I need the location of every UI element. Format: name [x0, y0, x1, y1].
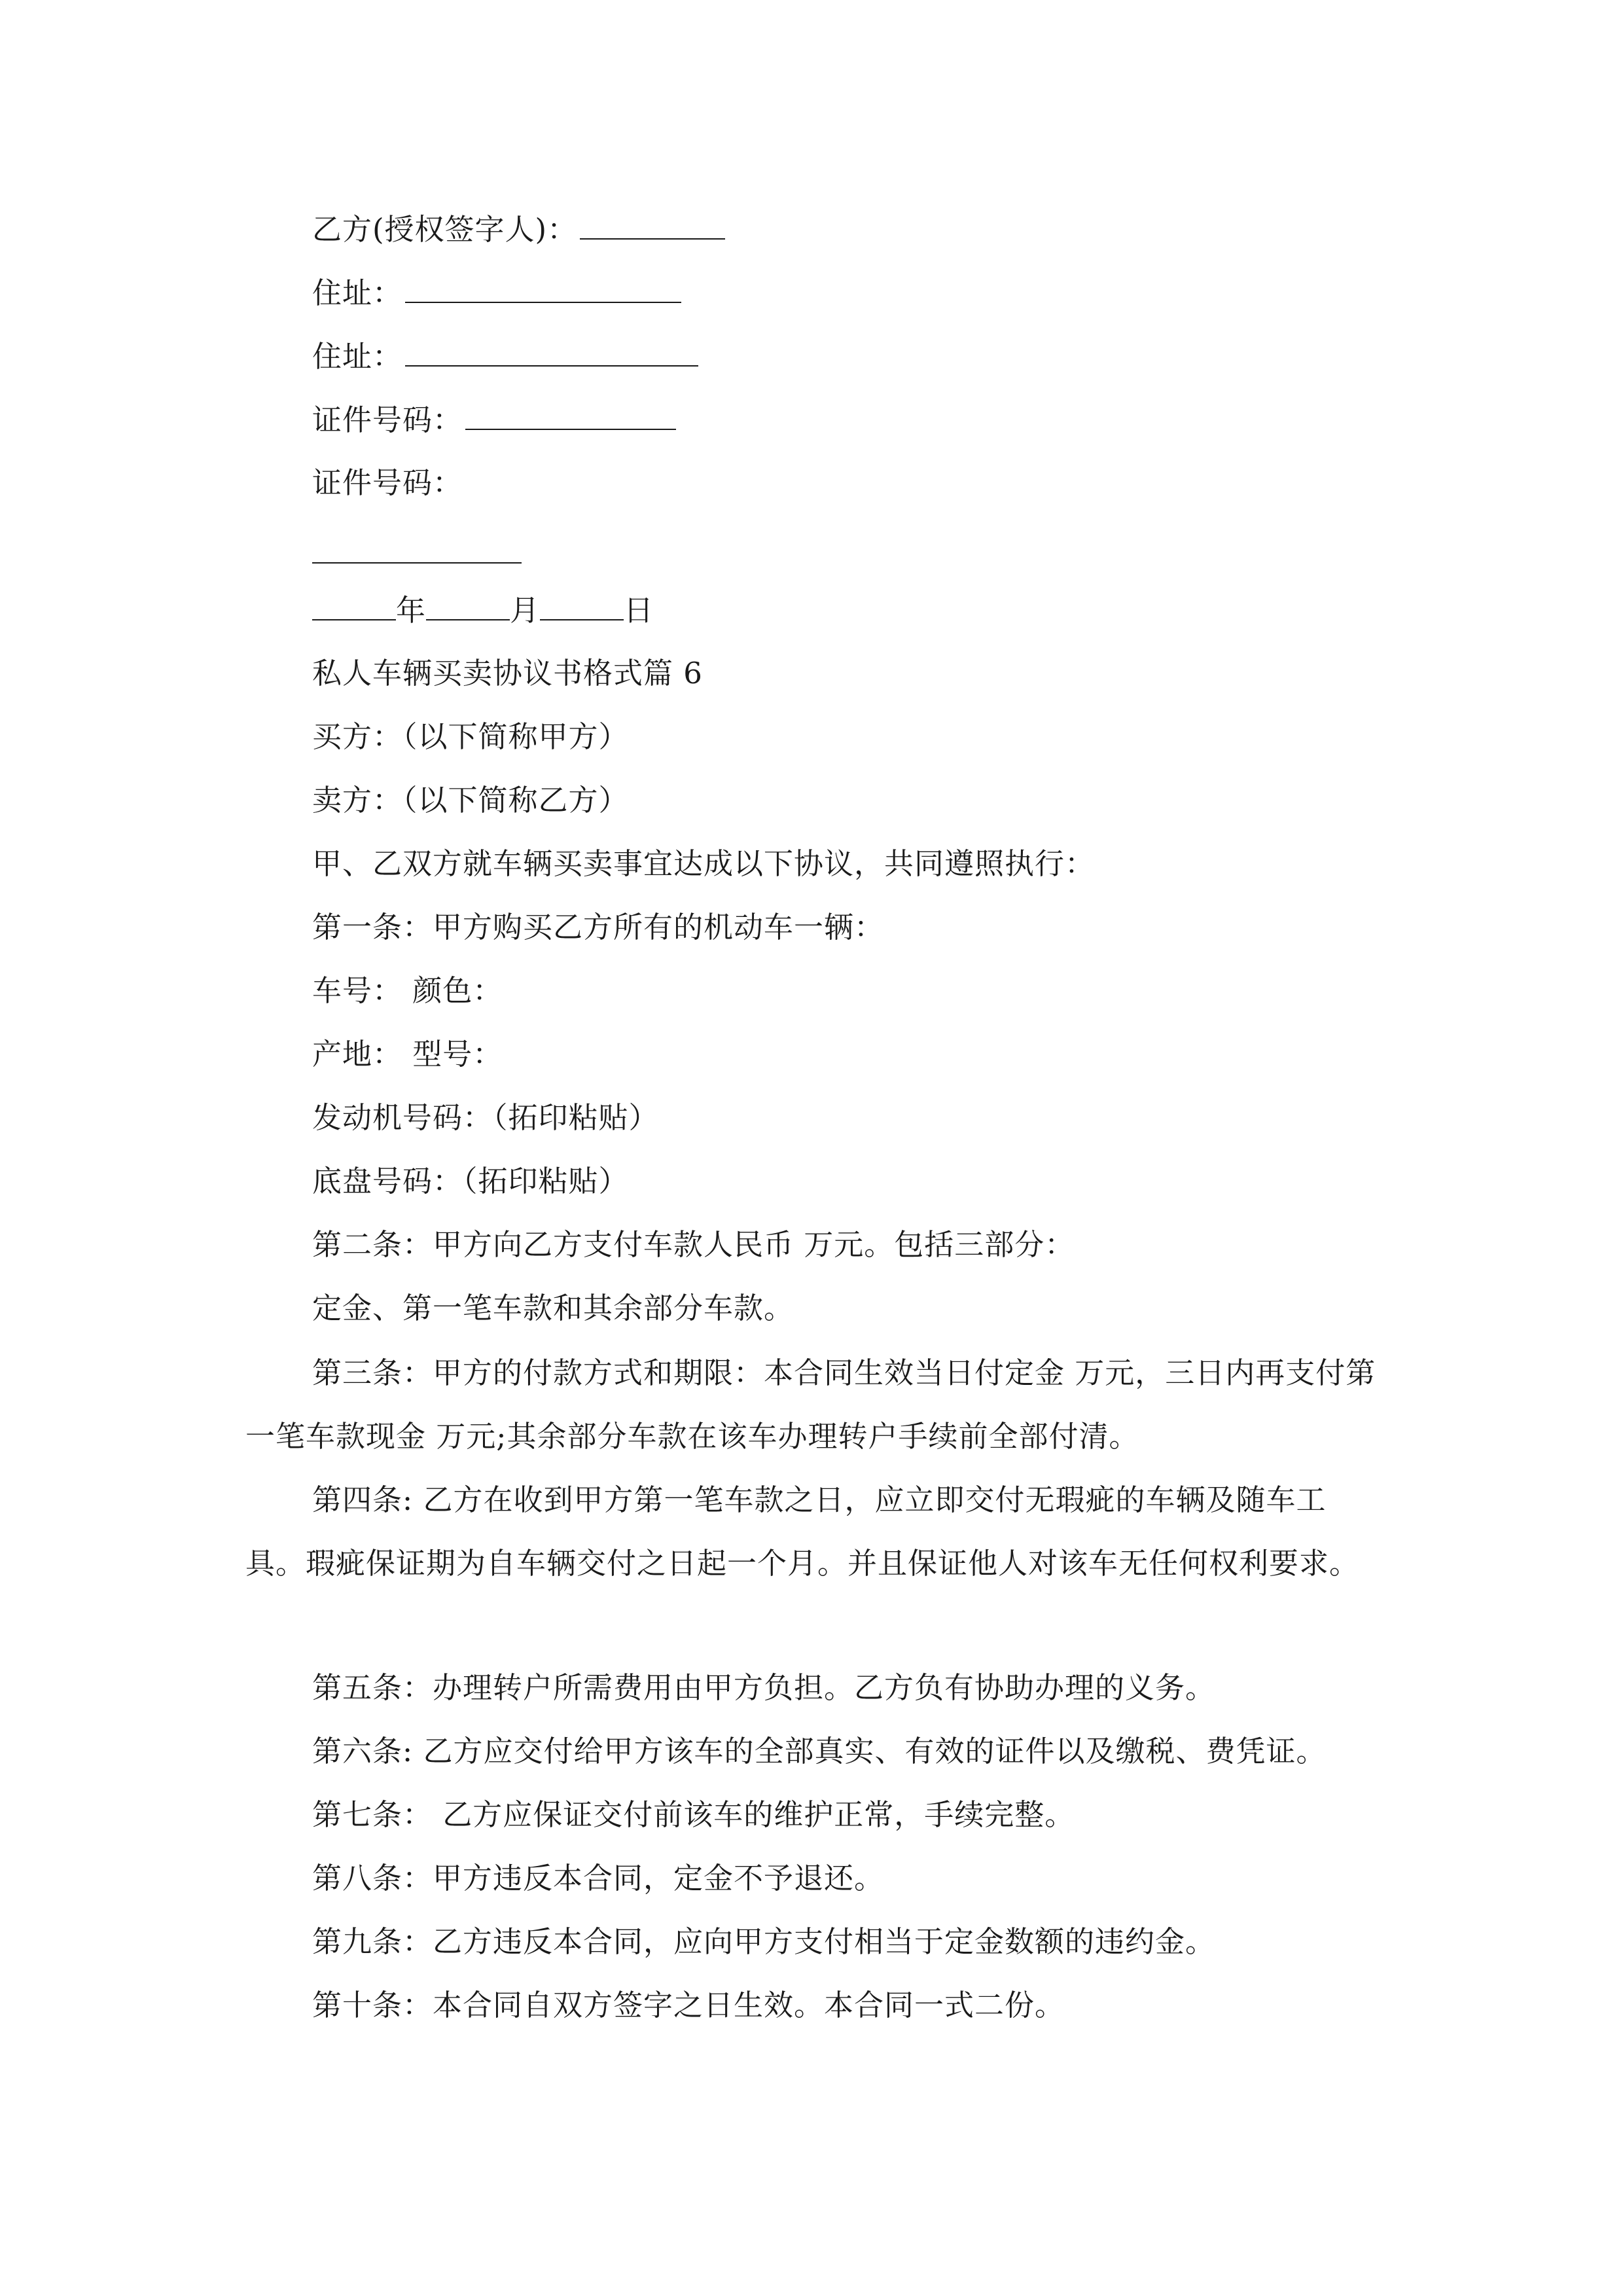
- address-line-2: [312, 336, 698, 376]
- plate-color-line: 车号： 颜色：: [312, 973, 503, 1008]
- seller-line: 卖方：（以下简称乙方）: [312, 783, 629, 817]
- article-2-continued: 定金、第一笔车款和其余部分车款。: [312, 1291, 794, 1325]
- article-5: 第五条：办理转户所需费用由甲方负担。乙方负有协助办理的义务。: [312, 1670, 1216, 1705]
- id-number-blank-1: [465, 400, 676, 430]
- article-3: 第三条：甲方的付款方式和期限：本合同生效当日付定金 万元，三日内再支付第一笔车款现金 万元;其余部分车款在该车办理转户手续前全部付清。: [245, 1355, 1376, 1454]
- id-number-line-2: [312, 463, 463, 503]
- article-10: 第十条：本合同自双方签字之日生效。本合同一式二份。: [312, 1988, 1065, 2022]
- article-6: 第六条: 乙方应交付给甲方该车的全部真实、有效的证件以及缴税、费凭证。: [312, 1734, 1327, 1768]
- article-7: 第七条： 乙方应保证交付前该车的维护正常，手续完整。: [312, 1797, 1075, 1832]
- agreement-title: 私人车辆买卖协议书格式篇 6: [312, 656, 703, 691]
- party-b-signatory-line: [312, 209, 725, 249]
- origin-model-line: 产地： 型号：: [312, 1037, 503, 1071]
- month-label: 月: [510, 593, 541, 628]
- article-2: 第二条：甲方向乙方支付车款人民币 万元。包括三部分：: [312, 1227, 1075, 1262]
- id-number-line-1: [312, 400, 676, 440]
- chassis-number-line: 底盘号码：（拓印粘贴）: [312, 1164, 629, 1198]
- buyer-line: 买方：（以下简称甲方）: [312, 719, 629, 754]
- id-number-blank-2: [312, 561, 522, 564]
- day-blank: [540, 590, 624, 620]
- address-blank-1: [405, 273, 681, 303]
- id-number-label-2: 证件号码：: [312, 465, 463, 500]
- article-8: 第八条：甲方违反本合同，定金不予退还。: [312, 1861, 885, 1895]
- intro-line: 甲、乙双方就车辆买卖事宜达成以下协议，共同遵照执行：: [312, 846, 1096, 881]
- id-number-label-1: 证件号码：: [312, 403, 463, 437]
- article-4: 第四条: 乙方在收到甲方第一笔车款之日，应立即交付无瑕疵的车辆及随车工具。瑕疵保证期为自车辆交付之日起一个月。并且保证他人对该车无任何权利要求。: [245, 1482, 1360, 1581]
- address-label-1: 住址：: [312, 276, 403, 310]
- year-label: 年: [396, 593, 427, 628]
- article-1: 第一条：甲方购买乙方所有的机动车一辆：: [312, 910, 885, 944]
- party-b-signatory-label: 乙方(授权签字人)：: [312, 212, 578, 247]
- year-blank: [312, 590, 396, 620]
- date-line: [312, 590, 654, 630]
- party-b-signatory-blank: [580, 209, 725, 240]
- engine-number-line: 发动机号码：（拓印粘贴）: [312, 1100, 659, 1135]
- address-blank-2: [405, 336, 698, 367]
- month-blank: [426, 590, 510, 620]
- address-line-1: [312, 273, 681, 313]
- article-9: 第九条：乙方违反本合同，应向甲方支付相当于定金数额的违约金。: [312, 1924, 1216, 1959]
- day-label: 日: [624, 593, 654, 628]
- address-label-2: 住址：: [312, 339, 403, 374]
